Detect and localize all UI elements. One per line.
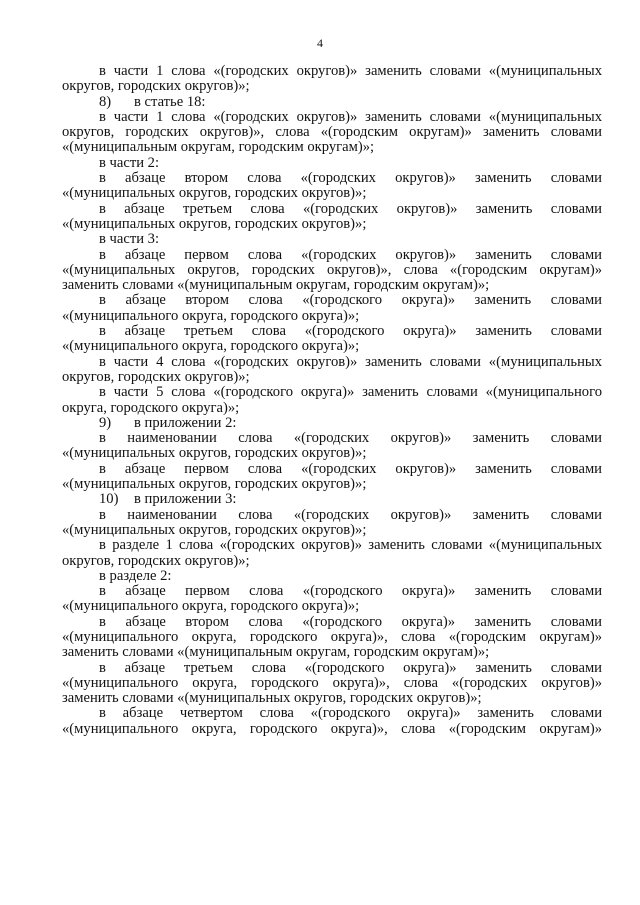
text-line: в абзаце третьем слова «(городского округа)» заменить словами: [99, 323, 602, 340]
text-line: «(муниципального округа, городского округа)»;: [62, 338, 360, 355]
text-line: «(муниципального округа, городского округа)»;: [62, 307, 360, 324]
text-line: в абзаце втором слова «(городского округа)» заменить словами: [99, 292, 602, 309]
text-line: округов, городских округов)», слова «(городским округам)» заменить словами: [62, 124, 602, 141]
text-line: в абзаце третьем слова «(городского округа)» заменить словами: [99, 659, 602, 676]
text-line: в части 2:: [99, 154, 160, 171]
list-item-text: в приложении 2:: [134, 414, 237, 431]
text-line: «(муниципальным округам, городским округам)»;: [62, 139, 375, 156]
page-number: 4: [317, 36, 323, 50]
text-line: заменить словами «(муниципальным округам, городским округам)»;: [62, 644, 490, 661]
text-line: округов, городских округов)»;: [62, 552, 250, 569]
text-line: «(муниципальных округов, городских округов)»;: [62, 445, 367, 462]
text-line: в абзаце четвертом слова «(городского округа)» заменить словами: [99, 705, 602, 722]
text-line: заменить словами «(муниципальных округов, городских округов)»;: [62, 690, 482, 707]
list-item-heading: [62, 95, 602, 110]
text-line: в разделе 2:: [99, 567, 172, 584]
list-item-number: 8): [99, 93, 112, 110]
text-line: в абзаце первом слова «(городского округа)» заменить словами: [99, 583, 602, 600]
text-line: в части 4 слова «(городских округов)» заменить словами «(муниципальных: [99, 353, 602, 370]
text-line: округа, городского округа)»;: [62, 399, 240, 416]
list-item-heading: [62, 492, 602, 507]
list-item-number: 9): [99, 414, 112, 431]
document-body: [62, 64, 602, 737]
text-line: в части 1 слова «(городских округов)» заменить словами «(муниципальных: [99, 63, 602, 79]
text-line: в части 3:: [99, 231, 160, 248]
text-line: «(муниципальных округов, городских округов)»;: [62, 185, 367, 202]
text-line: в абзаце третьем слова «(городских округов)» заменить словами: [99, 200, 602, 217]
list-item-text: в статье 18:: [134, 93, 206, 110]
text-line: «(муниципального округа, городского округа)», слова «(городским округам)»: [62, 720, 602, 737]
text-line: «(муниципального округа, городского округа)»;: [62, 598, 360, 615]
text-line: в наименовании слова «(городских округов)» заменить словами: [99, 430, 602, 447]
text-line: в части 5 слова «(городского округа)» заменить словами «(муниципального: [99, 384, 602, 401]
text-line: в абзаце первом слова «(городских округов)» заменить словами: [99, 246, 602, 263]
list-item-text: в приложении 3:: [134, 491, 237, 508]
text-line: в наименовании слова «(городских округов)» заменить словами: [99, 506, 602, 523]
text-line: «(муниципальных округов, городских округов)», слова «(городским округам)»: [62, 261, 602, 278]
text-line: «(муниципального округа, городского округа)», слова «(городских округов)»: [62, 674, 602, 691]
text-line: в абзаце втором слова «(городского округа)» заменить словами: [99, 613, 602, 630]
text-line: «(муниципального округа, городского округа)», слова «(городским округам)»: [62, 628, 602, 645]
text-line: «(муниципальных округов, городских округов)»;: [62, 476, 367, 493]
text-line: «(муниципальных округов, городских округов)»;: [62, 521, 367, 538]
text-line: «(муниципальных округов, городских округов)»;: [62, 215, 367, 232]
text-line: в части 1 слова «(городских округов)» заменить словами «(муниципальных: [99, 108, 602, 125]
list-item-number: 10): [99, 491, 119, 508]
text-line: округов, городских округов)»;: [62, 78, 250, 95]
text-line: в разделе 1 слова «(городских округов)» заменить словами «(муниципальных: [99, 537, 602, 554]
text-line: в абзаце втором слова «(городских округов)» заменить словами: [99, 170, 602, 187]
text-line: заменить словами «(муниципальным округам, городским округам)»;: [62, 277, 490, 294]
text-line: в абзаце первом слова «(городских округов)» заменить словами: [99, 460, 602, 477]
list-item-heading: [62, 416, 602, 431]
text-line: округов, городских округов)»;: [62, 368, 250, 385]
